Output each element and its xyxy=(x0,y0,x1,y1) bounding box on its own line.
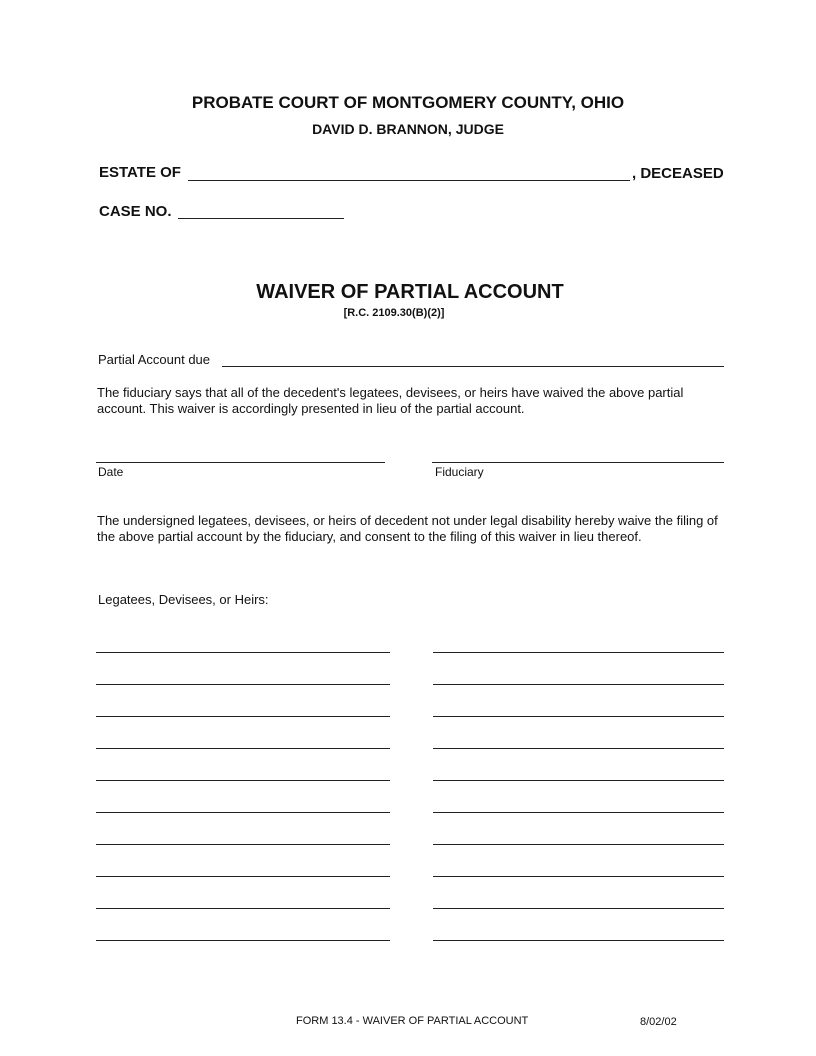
heir-signature-line-right[interactable] xyxy=(433,748,724,749)
heir-signature-line-right[interactable] xyxy=(433,652,724,653)
case-number-underline xyxy=(178,218,344,219)
heir-signature-line-left[interactable] xyxy=(96,908,390,909)
deceased-label: , DECEASED xyxy=(632,165,724,182)
heir-signature-line-right[interactable] xyxy=(433,876,724,877)
fiduciary-statement: The fiduciary says that all of the decedent's legatees, devisees, or heirs have waived the above partial account. This waiver is accordingly presented in lieu of the partial account. xyxy=(97,385,684,416)
heir-signature-line-right[interactable] xyxy=(433,908,724,909)
partial-account-label: Partial Account due xyxy=(98,352,211,367)
heir-signature-line-right[interactable] xyxy=(433,812,724,813)
heir-signature-line-left[interactable] xyxy=(96,876,390,877)
heir-signature-line-left[interactable] xyxy=(96,844,390,845)
judge-name: DAVID D. BRANNON, JUDGE xyxy=(312,121,504,137)
case-number-field[interactable] xyxy=(178,203,344,218)
heir-signature-line-left[interactable] xyxy=(96,716,390,717)
heir-signature-line-left[interactable] xyxy=(96,652,390,653)
heir-signature-line-right[interactable] xyxy=(433,844,724,845)
partial-account-underline xyxy=(222,366,724,367)
heir-signature-line-right[interactable] xyxy=(433,716,724,717)
case-number-label: CASE NO. xyxy=(99,203,172,220)
form-footer: FORM 13.4 - WAIVER OF PARTIAL ACCOUNT xyxy=(296,1015,529,1027)
partial-account-field[interactable] xyxy=(222,352,724,366)
heir-signature-line-left[interactable] xyxy=(96,780,390,781)
statute-reference: [R.C. 2109.30(B)(2)] xyxy=(343,307,445,319)
date-line[interactable] xyxy=(96,462,385,463)
estate-field[interactable] xyxy=(188,164,630,180)
form-title: WAIVER OF PARTIAL ACCOUNT xyxy=(256,281,564,303)
court-name: PROBATE COURT OF MONTGOMERY COUNTY, OHIO xyxy=(191,93,625,112)
date-label: Date xyxy=(98,465,124,479)
heir-signature-line-right[interactable] xyxy=(433,684,724,685)
estate-underline xyxy=(188,180,630,181)
heir-signature-line-left[interactable] xyxy=(96,940,390,941)
heir-signature-line-right[interactable] xyxy=(433,940,724,941)
heir-signature-line-left[interactable] xyxy=(96,812,390,813)
fiduciary-signature-line[interactable] xyxy=(432,462,724,463)
estate-label: ESTATE OF xyxy=(99,164,181,181)
fiduciary-label: Fiduciary xyxy=(435,465,484,479)
revision-date: 8/02/02 xyxy=(640,1016,677,1028)
heir-signature-line-left[interactable] xyxy=(96,684,390,685)
heir-signature-line-right[interactable] xyxy=(433,780,724,781)
heir-signature-line-left[interactable] xyxy=(96,748,390,749)
heirs-label: Legatees, Devisees, or Heirs: xyxy=(98,592,269,607)
waiver-statement: The undersigned legatees, devisees, or heirs of decedent not under legal disability hereby waive the filing of the above partial account by the fiduciary, and consent to the filing of this waiver in lieu thereof. xyxy=(97,513,718,544)
